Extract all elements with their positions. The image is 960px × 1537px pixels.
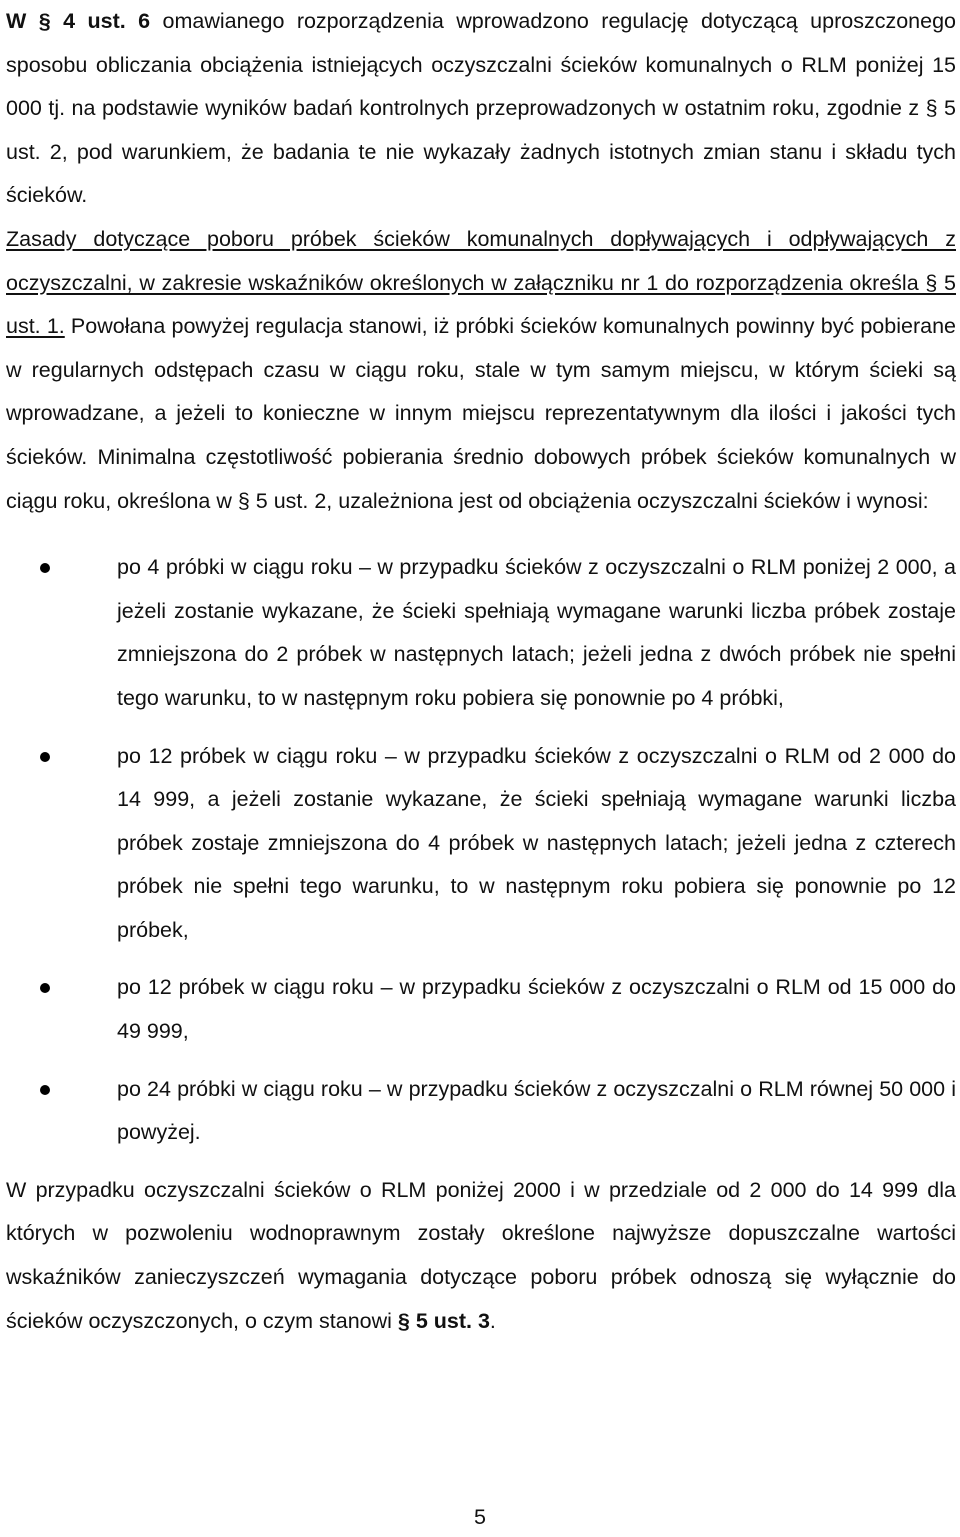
bullet-icon <box>40 1085 50 1095</box>
paragraph-3 <box>6 1169 956 1343</box>
document-page <box>6 0 956 1343</box>
list-item <box>6 735 956 953</box>
paragraph-1 <box>6 0 956 218</box>
list-item <box>6 546 956 720</box>
list-item-text: po 12 próbek w ciągu roku – w przypadku ścieków z oczyszczalni o RLM od 15 000 do 49 999, <box>117 975 956 1044</box>
bullet-icon <box>40 752 50 762</box>
paragraph-2 <box>6 218 956 523</box>
para3-text: W przypadku oczyszczalni ścieków o RLM poniżej 2000 i w przedziale od 2 000 do 14 999 dla których w pozwoleniu wodnoprawnym zostały określone najwyższe dopuszczalne wartości wskaźników zanieczyszczeń wymagania dotyczące poboru próbek odnoszą się wyłącznie do ścieków oczyszczonych, o czym stanowi <box>6 1177 956 1333</box>
list-item-text: po 4 próbki w ciągu roku – w przypadku ścieków z oczyszczalni o RLM poniżej 2 000, a jeżeli zostanie wykazane, że ścieki spełniają wymagane warunki liczba próbek zostaje zmniejszona do 2 próbek w następnych latach; jeżeli jedna z dwóch próbek nie spełni tego warunku, to w następnym roku pobiera się ponownie po 4 próbki, <box>117 555 956 710</box>
list-item-text: po 24 próbki w ciągu roku – w przypadku ścieków z oczyszczalni o RLM równej 50 000 i powyżej. <box>117 1076 956 1145</box>
section-sign: § <box>38 9 51 33</box>
bullet-icon <box>40 983 50 993</box>
para1-text: omawianego rozporządzenia wprowadzono regulację dotyczącą uproszczonego sposobu obliczania obciążenia istniejących oczyszczalni ścieków komunalnych o RLM poniżej 15 000 tj. na podstawie wyników badań kontrolnych przeprowadzonych w ostatnim roku, zgodnie z § 5 ust. 2, pod warunkiem, że badania te nie wykazały żadnych istotnych zmian stanu i składu tych ścieków. <box>6 9 956 208</box>
para3-end: . <box>489 1308 496 1333</box>
frequency-list <box>6 546 956 1155</box>
para2-underlined: Zasady dotyczące poboru próbek ścieków komunalnych dopływających i odpływających z oczyszczalni, w zakresie wskaźników określonych w załączniku nr 1 do rozporządzenia określa § 5 ust. 1. <box>6 226 956 339</box>
para1-start: W <box>6 9 27 33</box>
list-item-text: po 12 próbek w ciągu roku – w przypadku ścieków z oczyszczalni o RLM od 2 000 do 14 999, a jeżeli zostanie wykazane, że ścieki spełniają wymagane warunki liczba próbek zostaje zmniejszona do 4 próbek w następnych latach; jeżeli jedna z czterech próbek nie spełni tego warunku, to w następnym roku pobiera się ponownie po 12 próbek, <box>117 743 956 942</box>
para1-ref: 4 ust. 6 <box>63 9 151 33</box>
page-number: 5 <box>474 1505 486 1529</box>
list-item <box>6 966 956 1053</box>
bullet-icon <box>40 563 50 573</box>
list-item <box>6 1068 956 1155</box>
para3-ref: § 5 ust. 3 <box>397 1308 490 1333</box>
para2-text: Powołana powyżej regulacja stanowi, iż próbki ścieków komunalnych powinny być pobierane w regularnych odstępach czasu w ciągu roku, stale w tym samym miejscu, w którym ścieki są wprowadzane, a jeżeli to konieczne w innym miejscu reprezentatywnym dla ilości i jakości tych ścieków. Minimalna częstotliwość pobierania średnio dobowych próbek ścieków komunalnych w ciągu roku, określona w § 5 ust. 2, uzależniona jest od obciążenia oczyszczalni ścieków i wynosi: <box>6 314 956 513</box>
